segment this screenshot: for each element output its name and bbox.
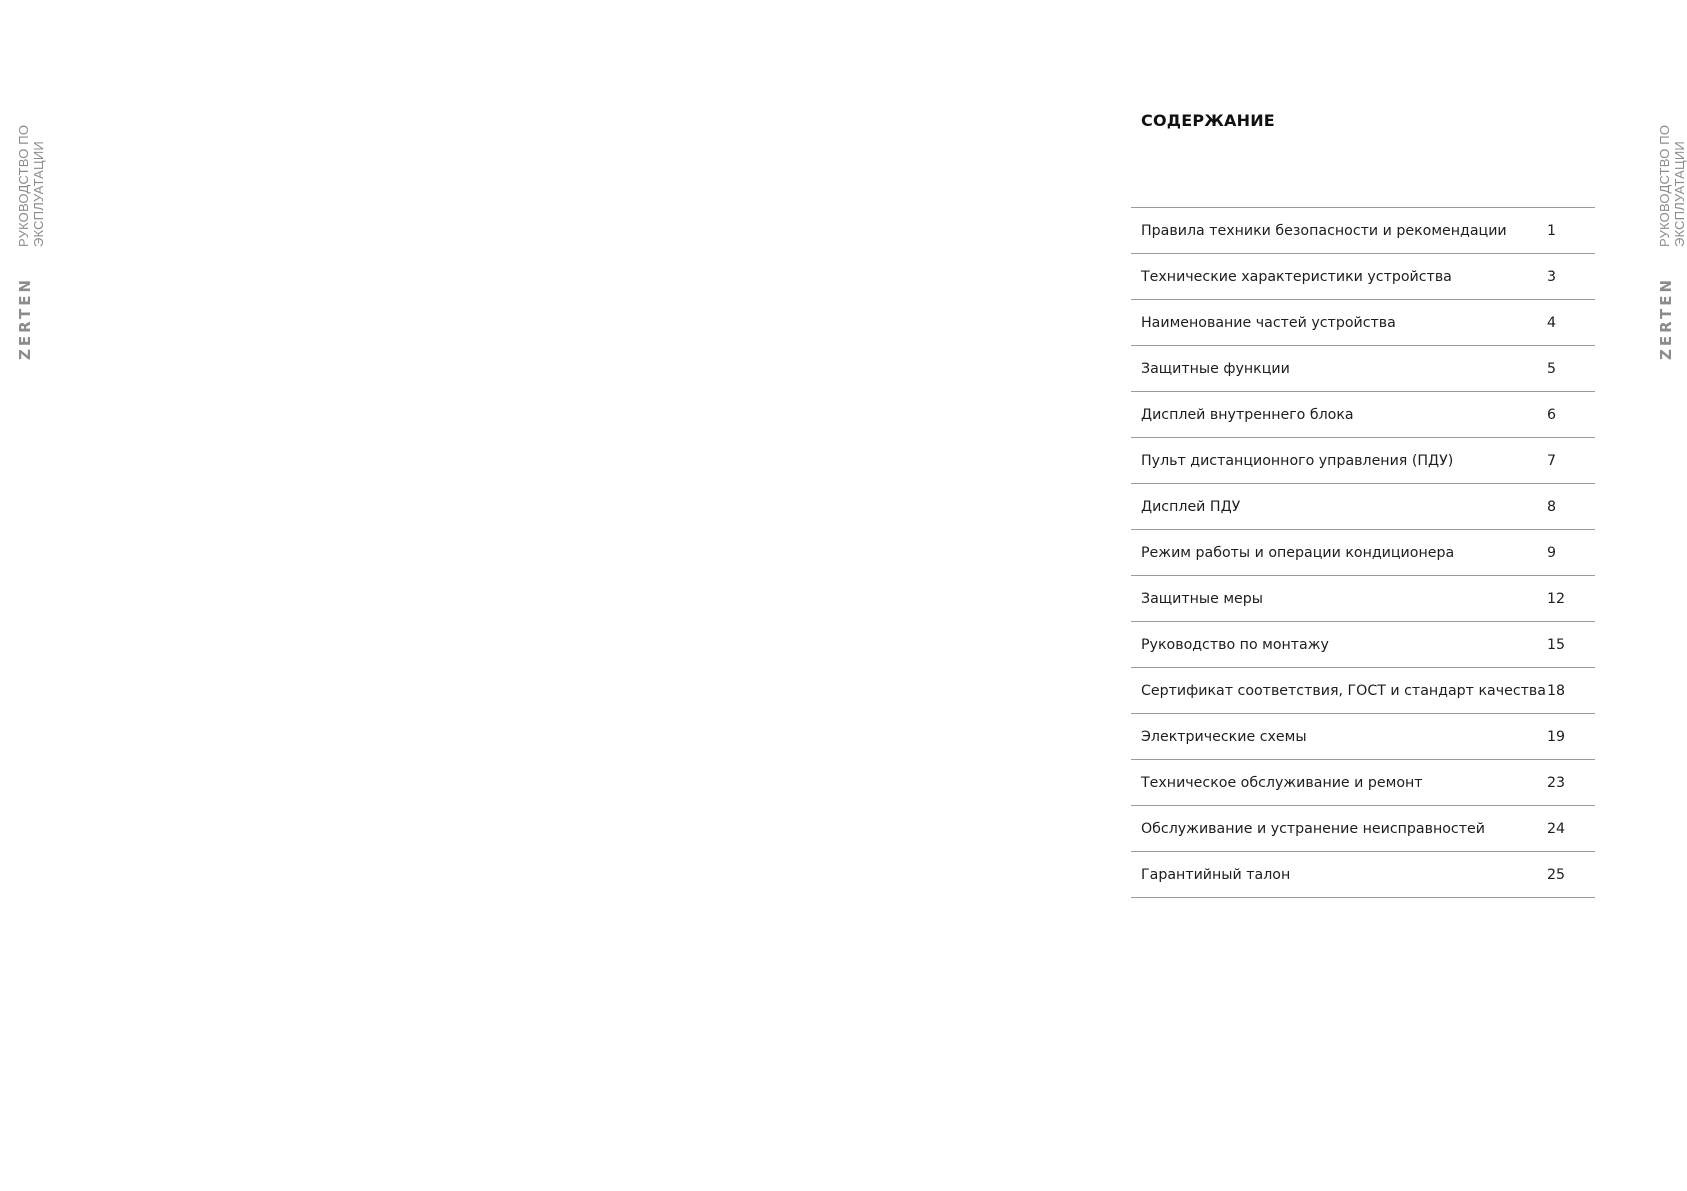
toc-entry-page: 24: [1547, 820, 1566, 837]
toc-entry-page: 18: [1547, 682, 1566, 699]
toc-entry-label: Обслуживание и устранение неисправностей: [1141, 820, 1485, 837]
toc-entry-label: Дисплей ПДУ: [1141, 498, 1241, 515]
toc-title: СОДЕРЖАНИЕ: [1141, 111, 1275, 130]
toc-entry-page: 19: [1547, 728, 1566, 745]
toc-entry-label: Электрические схемы: [1141, 728, 1307, 745]
toc-entry-label: Дисплей внутреннего блока: [1141, 406, 1354, 423]
toc-entry-label: Защитные меры: [1141, 590, 1263, 607]
toc-entry-page: 7: [1547, 452, 1557, 469]
toc-entry-label: Наименование частей устройства: [1141, 314, 1396, 331]
toc-entry-label: Техническое обслуживание и ремонт: [1141, 774, 1423, 791]
toc-entry[interactable]: [1131, 208, 1595, 254]
brand-logo-text: ZERTEN: [16, 276, 34, 360]
toc-entry-label: Правила техники безопасности и рекомендации: [1141, 222, 1507, 239]
toc-list: [1131, 207, 1595, 898]
toc-entry-label: Руководство по монтажу: [1141, 636, 1329, 653]
brand-logo-text: ZERTEN: [1657, 276, 1675, 360]
toc-entry-label: Режим работы и операции кондиционера: [1141, 544, 1455, 561]
toc-entry[interactable]: [1131, 300, 1595, 346]
toc-entry-page: 23: [1547, 774, 1566, 791]
toc-entry-page: 5: [1547, 360, 1557, 377]
toc-entry-label: Сертификат соответствия, ГОСТ и стандарт качества: [1141, 682, 1546, 699]
toc-entry[interactable]: [1131, 668, 1595, 714]
toc-entry-page: 6: [1547, 406, 1557, 423]
toc-entry[interactable]: [1131, 576, 1595, 622]
toc-entry[interactable]: [1131, 438, 1595, 484]
toc-entry-page: 15: [1547, 636, 1566, 653]
toc-entry-page: 3: [1547, 268, 1557, 285]
toc-entry[interactable]: [1131, 806, 1595, 852]
toc-entry-page: 8: [1547, 498, 1557, 515]
toc-entry[interactable]: [1131, 622, 1595, 668]
document-type-label: РУКОВОДСТВО ПО ЭКСПЛУАТАЦИИ: [16, 124, 46, 247]
toc-entry-label: Защитные функции: [1141, 360, 1290, 377]
right-side-label: [1655, 25, 1685, 365]
toc-entry[interactable]: [1131, 392, 1595, 438]
toc-entry[interactable]: [1131, 530, 1595, 576]
toc-entry-label: Пульт дистанционного управления (ПДУ): [1141, 452, 1454, 469]
toc-entry[interactable]: [1131, 346, 1595, 392]
toc-entry-page: 12: [1547, 590, 1566, 607]
toc-entry[interactable]: [1131, 852, 1595, 898]
toc-entry[interactable]: [1131, 714, 1595, 760]
toc-entry-label: Технические характеристики устройства: [1141, 268, 1452, 285]
document-type-label: РУКОВОДСТВО ПО ЭКСПЛУАТАЦИИ: [1657, 124, 1687, 247]
toc-entry[interactable]: [1131, 484, 1595, 530]
toc-entry-page: 4: [1547, 314, 1557, 331]
toc-entry-page: 25: [1547, 866, 1566, 883]
toc-entry-page: 1: [1547, 222, 1557, 239]
toc-entry[interactable]: [1131, 760, 1595, 806]
left-side-label: [14, 25, 44, 365]
toc-entry-label: Гарантийный талон: [1141, 866, 1291, 883]
toc-entry[interactable]: [1131, 254, 1595, 300]
toc-entry-page: 9: [1547, 544, 1557, 561]
